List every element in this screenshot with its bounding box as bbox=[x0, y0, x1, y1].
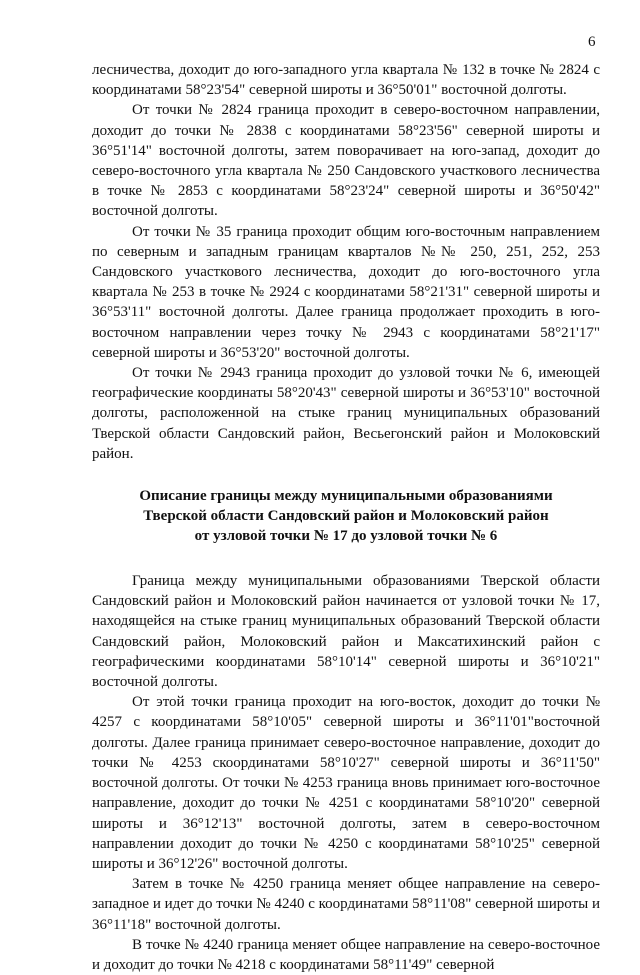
paragraph: В точке № 4240 граница меняет общее направление на северо-восточное и доходит до точки № 4218 с координатами 58°11'49" северной bbox=[92, 936, 600, 973]
paragraph: От этой точки граница проходит на юго-восток, доходит до точки № 4257 с координатами 58°10'05" северной широты и 36°11'01"восточной долготы. Далее граница принимает северо-восточное направление, доходит до точки № 4253 скоординатами 58°10'27" северной широты и 36°11'50" восточной долготы. От точки № 4253 граница вновь принимает юго-восточное направление, доходит до точки № 4251 с координатами 58°10'20" северной широты и 36°12'13" восточной долготы, затем в северо-восточном направлении доходит до точки № 4250 с координатами 58°10'25" северной широты и 36°12'26" восточной долготы. bbox=[92, 694, 600, 872]
paragraph-continuation: лесничества, доходит до юго-западного угла квартала № 132 в точке № 2824 с координатами 58°23'54" северной широты и 36°50'01" восточной долготы. bbox=[92, 62, 600, 99]
document-body bbox=[92, 60, 600, 975]
section-heading-line: от узловой точки № 17 до узловой точки № 6 bbox=[194, 528, 498, 545]
paragraph: От точки № 35 граница проходит общим юго-восточным направлением по северным и западным границам кварталов №№ 250, 251, 252, 253 Сандовского участкового лесничества, доходит до юго-восточного угла квартала № 253 в точке № 2924 с координатами 58°21'31" северной широты и 36°53'11" восточной долготы. Далее граница продолжает проходить в юго-восточном направлении через точку № 2943 с координатами 58°21'17" северной широты и 36°53'20" восточной долготы. bbox=[92, 223, 600, 361]
page-number: 6 bbox=[588, 34, 596, 50]
paragraph: От точки № 2943 граница проходит до узловой точки № 6, имеющей географические координаты 58°20'43" северной широты и 36°53'10" восточной долготы, расположенной на стыке границ муниципальных образований Тверской области Сандовский район, Весьегонский район и Молоковский район. bbox=[92, 365, 600, 462]
section-heading bbox=[92, 486, 600, 546]
paragraph: Граница между муниципальными образованиями Тверской области Сандовский район и Молоковский район начинается от узловой точки № 17, находящейся на стыке границ муниципальных образований Тверской области Сандовский район, Молоковский район и Максатихинский район с географическими координатами 58°10'14" северной широты и 36°10'21" восточной долготы. bbox=[92, 573, 600, 691]
paragraph: Затем в точке № 4250 граница меняет общее направление на северо-западное и идет до точки № 4240 с координатами 58°11'08" северной широты и 36°11'18" восточной долготы. bbox=[92, 876, 600, 933]
paragraph: От точки № 2824 граница проходит в северо-восточном направлении, доходит до точки № 2838 с координатами 58°23'56" северной широты и 36°51'14" восточной долготы, затем поворачивает на юго-запад, доходит до северо-восточного угла квартала № 250 Сандовского участкового лесничества в точке № 2853 с координатами 58°23'24" северной широты и 36°50'42" восточной долготы. bbox=[92, 102, 600, 220]
section-heading-line: Тверской области Сандовский район и Молоковский район bbox=[143, 508, 549, 525]
section-heading-line: Описание границы между муниципальными образованиями bbox=[139, 488, 553, 505]
